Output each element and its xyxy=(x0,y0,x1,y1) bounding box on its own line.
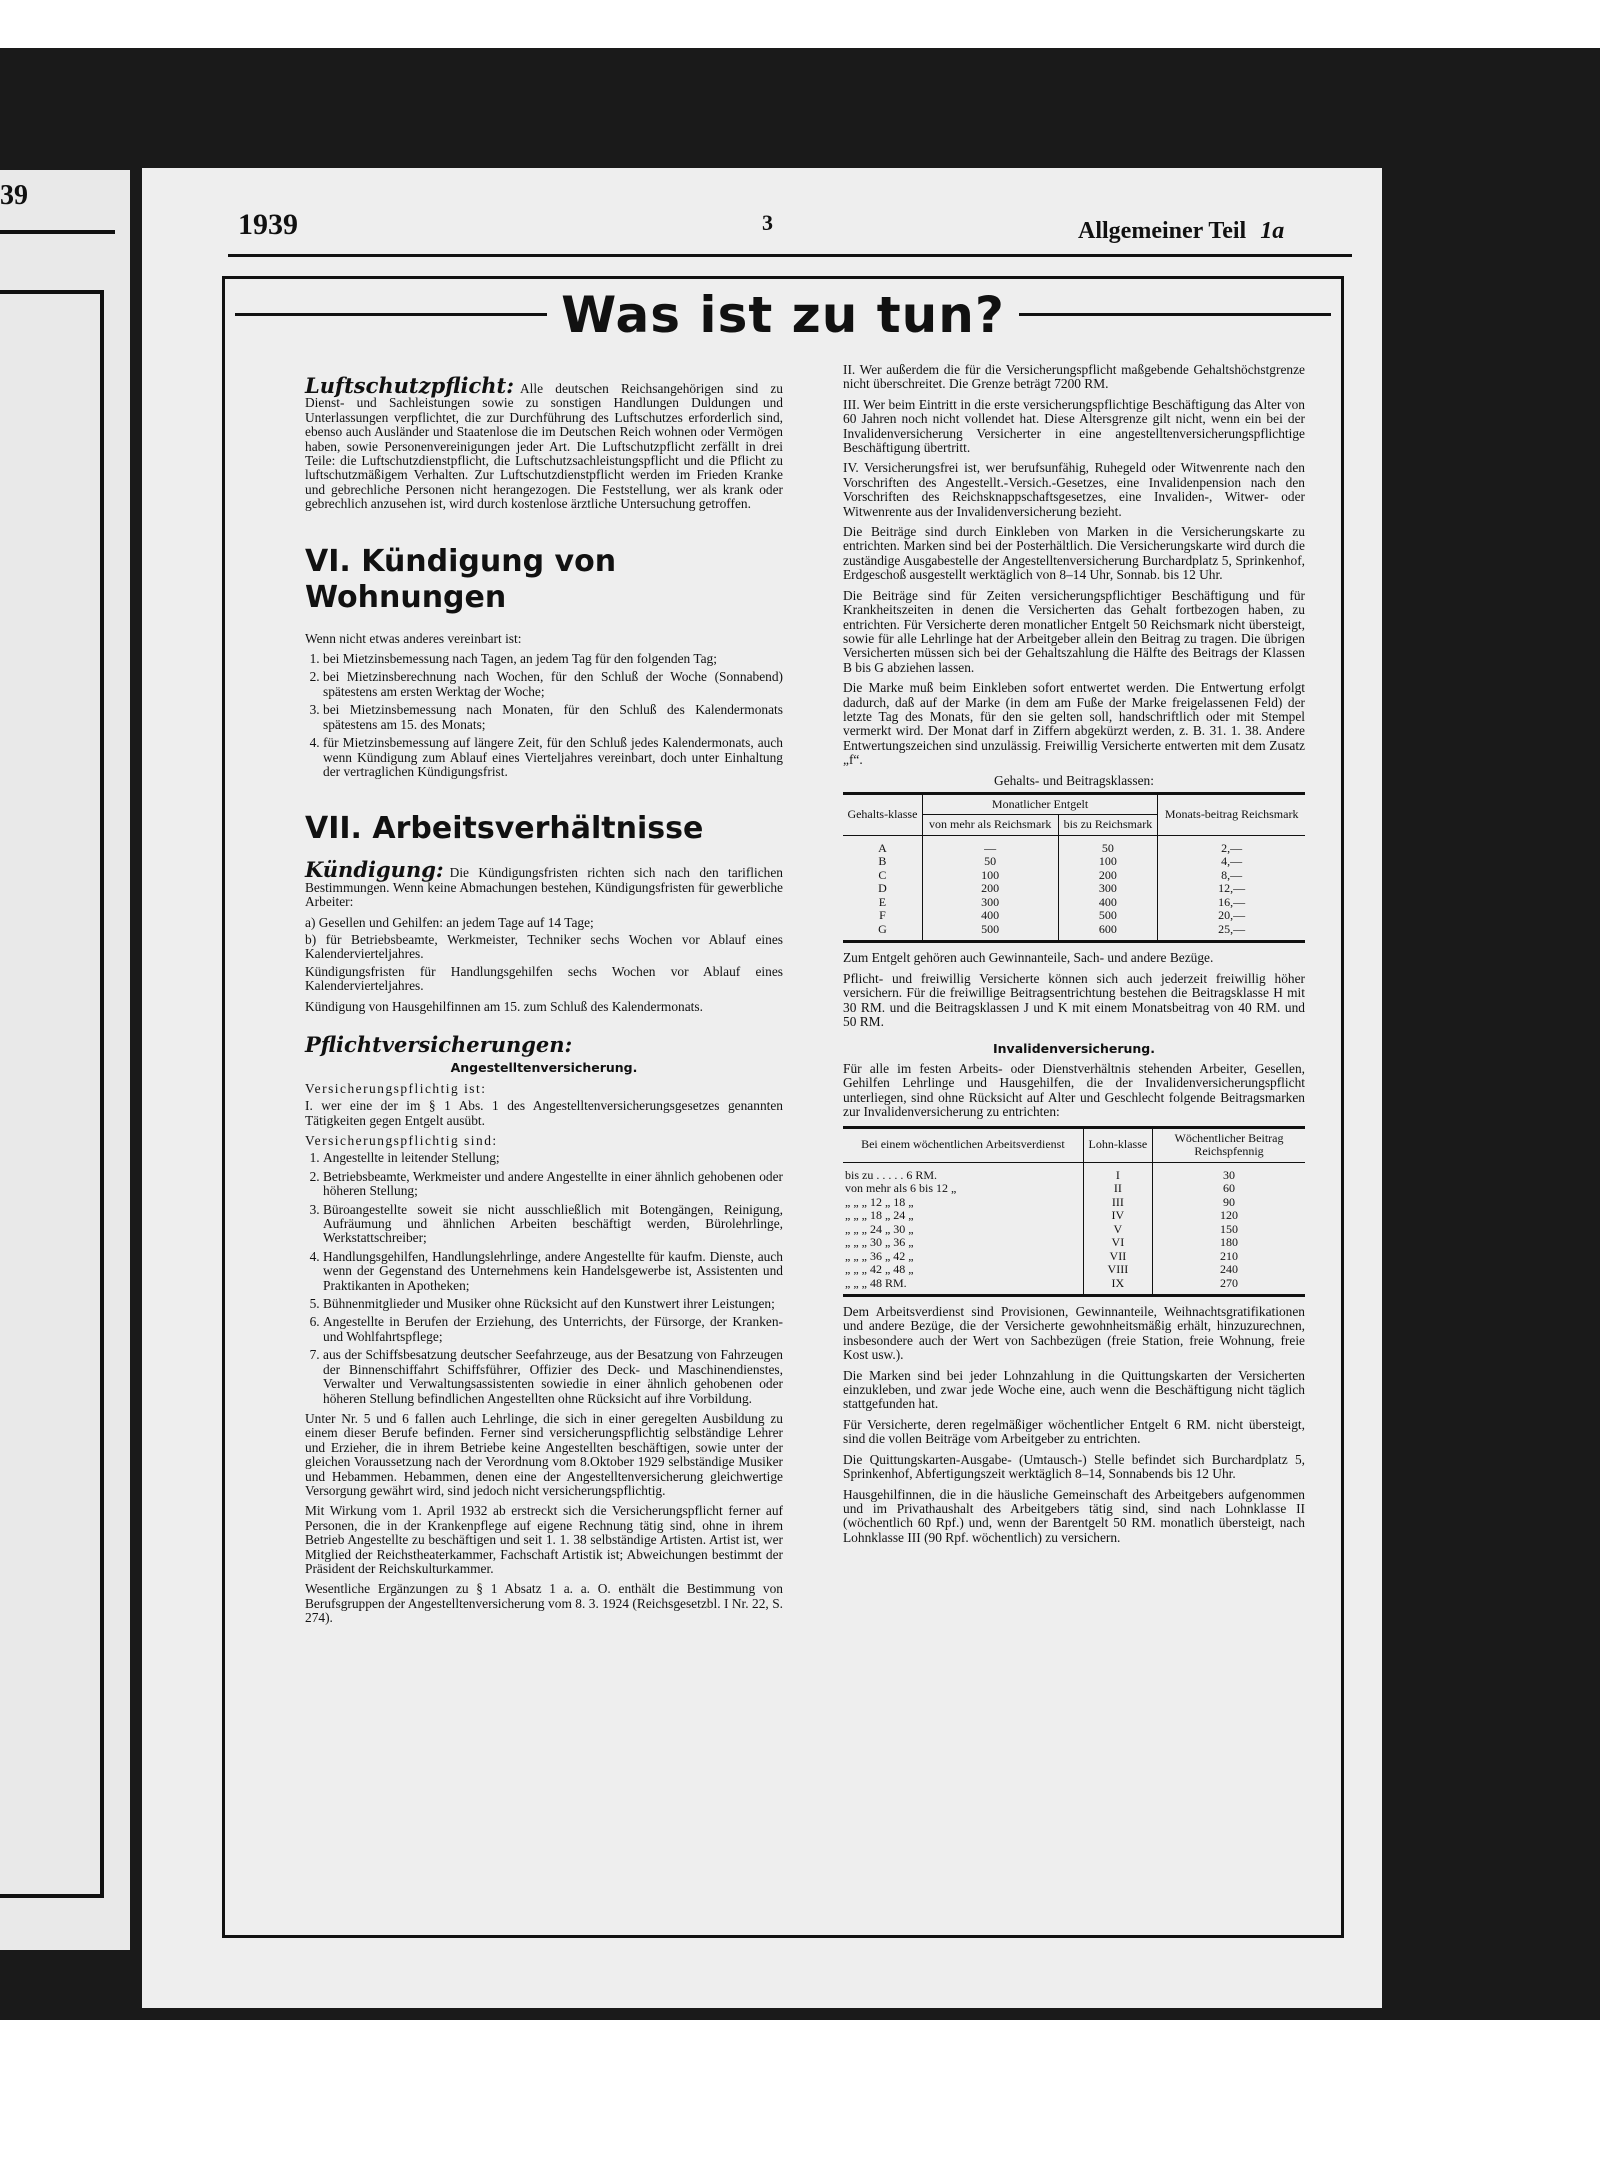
table-cell: bis zu . . . . . 6 RM. xyxy=(843,1162,1083,1182)
table-cell: „ „ „ 12 „ 18 „ xyxy=(843,1196,1083,1210)
kuendigung-item-a: a) Gesellen und Gehilfen: an jedem Tage auf 14 Tage; xyxy=(305,914,594,930)
table-cell: 2,— xyxy=(1158,835,1305,855)
header-section xyxy=(1078,218,1284,245)
luftschutz-text: Alle deutschen Reichsangehörigen sind zu Dienst- und Sachleistungen sowie zu sonstigen Handlungen Duldungen und Unterlassungen verpflichtet, die zur Durchführung des Luftschutzes erforderlich sind, ebenso auch Ausländer und Staatenlose die im Deutschen Reich wohnen oder Vermögen haben, sowie Personenvereinigungen jeder Art. Die Luftschutzpflicht zerfällt in drei Teile: die Luftschutzdienstpflicht, die Luftschutzsachleistungspflicht und die Pflicht zu luftschutzmäßigem Verhalten. Zur Luftschutzdienstpflicht werden im Frieden Kranke und gebrechliche Personen nicht herangezogen. Die Feststellung, wer als krank oder gebrechlich anzusehen ist, wird durch kostenlose ärztliche Untersuchung getroffen. xyxy=(305,381,783,512)
table-cell: 500 xyxy=(1058,909,1158,923)
list-item: 2. bei Mietzinsberechnung nach Wochen, für den Schluß der Woche (Sonnabend) spätestens am ersten Werktag der Woche; xyxy=(323,670,783,699)
table-cell: — xyxy=(922,835,1058,855)
list-item: 5. Bühnenmitglieder und Musiker ohne Rücksicht auf den Kunstwert ihrer Leistungen; xyxy=(323,1297,783,1311)
table-cell: „ „ „ 30 „ 36 „ xyxy=(843,1236,1083,1250)
luftschutz-paragraph xyxy=(305,373,783,512)
section-vii-heading: VII. Arbeitsverhältnisse xyxy=(305,811,704,847)
table-row xyxy=(843,1236,1305,1250)
table-cell: 12,— xyxy=(1158,882,1305,896)
table-header: Wöchentlicher Beitrag Reichspfennig xyxy=(1153,1127,1305,1162)
table-cell: „ „ „ 48 RM. xyxy=(843,1277,1083,1296)
table-cell: 600 xyxy=(1058,923,1158,942)
table-cell: 20,— xyxy=(1158,909,1305,923)
table-row xyxy=(843,1209,1305,1223)
list-item: 4. für Mietzinsbemessung auf längere Zeit, für den Schluß jedes Kalendermonats, auch wenn Kündigung zum Ablauf eines Vierteljahres vereinbart, doch unter Einhaltung der vertraglichen Kündigungsfrist. xyxy=(323,736,783,779)
list-item: 6. Angestellte in Berufen der Erziehung, des Unterrichts, der Fürsorge, der Kranken- und Wohlfahrtspflege; xyxy=(323,1315,783,1344)
lohnklassen-table xyxy=(843,1126,1305,1298)
invaliden-subheading: Invalidenversicherung. xyxy=(993,1040,1155,1056)
header-year: 1939 xyxy=(238,208,298,241)
entgelt-paragraph: Zum Entgelt gehören auch Gewinnanteile, Sach- und andere Bezüge. xyxy=(843,950,1214,966)
table-cell: 500 xyxy=(922,923,1058,942)
table-cell: A xyxy=(843,835,922,855)
point-iv-paragraph: IV. Versicherungsfrei ist, wer berufsunfähig, Ruhegeld oder Witwenrente nach den Vorschriften des Angestellt.-Versich.-Gesetzes, eine Invalidenpension nach den Vorschriften des Reichsknappschaftsgesetzes, eine Invaliden-, Witwer- oder Witwenrente aus der Invalidenversicherung bezieht. xyxy=(843,460,1305,519)
table-cell: 270 xyxy=(1153,1277,1305,1296)
table-row xyxy=(843,1162,1305,1182)
table-cell: 100 xyxy=(922,869,1058,883)
point-ii-paragraph: II. Wer außerdem die für die Versicherungspflicht maßgebende Gehaltshöchstgrenze nicht überschreitet. Die Grenze beträgt 7200 RM. xyxy=(843,362,1305,392)
table-header: Lohn-klasse xyxy=(1083,1127,1152,1162)
left-column xyxy=(305,373,783,1632)
arbeitsverdienst-paragraph: Dem Arbeitsverdienst sind Provisionen, Gewinnanteile, Weihnachtsgratifikationen und andere Bezüge, die der Versicherte gewohnheitsmäßig erhält, hinzuzurechnen, insbesondere auch der Wert von Sachbezügen (freie Station, freie Wohnung, freie Kost usw.). xyxy=(843,1304,1305,1363)
page-title-text: Was ist zu tun? xyxy=(547,285,1019,345)
table-cell: 180 xyxy=(1153,1236,1305,1250)
angestellten-subheading: Angestelltenversicherung. xyxy=(450,1060,638,1076)
invaliden-paragraph: Für alle im festen Arbeits- oder Dienstverhältnis stehenden Arbeiter, Gesellen, Gehilfen Lehrlinge und Hausgehilfen, die der Invalidenversicherungspflicht unterliegen, sind ohne Rücksicht auf Alter und Geschlecht folgende Beitragsmarken zur Invalidenversicherung zu entrichten: xyxy=(843,1060,1305,1120)
gehaltsklassen-table xyxy=(843,792,1305,944)
table-header: Gehalts-klasse xyxy=(843,793,922,835)
table-row xyxy=(843,1223,1305,1237)
marke-paragraph: Die Marke muß beim Einkleben sofort entwertet werden. Die Entwertung erfolgt dadurch, daß auf der Marke (in dem am Fuße der Marke freigelassenen Feld) der letzte Tag des Monats, für den sie gelten soll, handschriftlich oder mit Stempel vermerkt wird. Der Monat darf in Ziffern abgekürzt werden, z. B. 31. 1. 38. Andere Entwertungszeichen sind unzulässig. Freiwillig Versicherte entwerten mit dem Zusatz „f“. xyxy=(843,680,1305,768)
table-cell: 150 xyxy=(1153,1223,1305,1237)
header-section-tag: 1a xyxy=(1260,218,1285,244)
table-cell: „ „ „ 42 „ 48 „ xyxy=(843,1263,1083,1277)
table-cell: V xyxy=(1083,1223,1152,1237)
table-row xyxy=(843,896,1305,910)
table-header: bis zu Reichsmark xyxy=(1058,815,1158,836)
table-cell: III xyxy=(1083,1196,1152,1210)
table-cell: 30 xyxy=(1153,1162,1305,1182)
table-cell: 400 xyxy=(1058,896,1158,910)
beitraege-paragraph: Die Beiträge sind durch Einkleben von Marken in die Versicherungskarte zu entrichten. Marken sind bei der Posterhältlich. Die Versicherungskarte wird durch die zuständige Ausgabestelle der Angestelltenversicherung Burchardplatz 5, Sprinkenhof, Erdgeschoß ausgestellt werktäglich von 8–14 Uhr, Sonnab. bis 12 Uhr. xyxy=(843,524,1305,583)
table-cell: VIII xyxy=(1083,1263,1152,1277)
right-column xyxy=(843,363,1305,1551)
table-cell: E xyxy=(843,896,922,910)
quittungskarten-paragraph: Die Marken sind bei jeder Lohnzahlung in die Quittungskarten der Versicherten einzukleben, und zwar jede Woche eine, auch wenn die Beschäftigung nicht täglich stattgefunden hat. xyxy=(843,1367,1305,1412)
list-item: 7. aus der Schiffsbesatzung deutscher Seefahrzeuge, aus der Besatzung von Fahrzeugen der Binnenschiffahrt Schiffsführer, Offizier des Deck- und Maschinendienstes, Verwalter und Verwaltungsassistenten sowiedie in einer ähnlich gehobenen oder höheren Stellung befindlichen Angestellten ohne Rücksicht auf ihre Vorbildung. xyxy=(323,1348,783,1406)
list-item: 4. Handlungsgehilfen, Handlungslehrlinge, andere Angestellte für kaufm. Dienste, auch wenn der Gegenstand des Unternehmens kein Handelsgewerbe ist, Assistenten und Praktikanten in Apotheken; xyxy=(323,1250,783,1293)
table-row xyxy=(843,1277,1305,1296)
gehaltsklassen-caption: Gehalts- und Beitragsklassen: xyxy=(994,772,1154,788)
table-cell: G xyxy=(843,923,922,942)
table-cell: „ „ „ 18 „ 24 „ xyxy=(843,1209,1083,1223)
table-cell: 300 xyxy=(1058,882,1158,896)
lehrlinge-paragraph: Unter Nr. 5 und 6 fallen auch Lehrlinge, die sich in einer geregelten Ausbildung zu einem dieser Berufe befinden. Ferner sind versicherungspflichtig selbständige Lehrer und Erzieher, die in ihrem Betriebe keine Angestellten beschäftigen, sowie unter der gleichen Voraussetzung nach der Verordnung vom 8.Oktober 1929 selbständige Musiker und Hebammen. Hebammen, denen eine der Angestelltenversicherung gleichwertige Versorgung gewährt wird, sind jedoch nicht versicherungspflichtig. xyxy=(305,1410,783,1498)
header-rule xyxy=(228,254,1352,257)
table-cell: D xyxy=(843,882,922,896)
ergaenzungen-paragraph: Wesentliche Ergänzungen zu § 1 Absatz 1 a. a. O. enthält die Bestimmung von Berufsgruppen der Angestelltenversicherung vom 8. 3. 1924 (Reichsgesetzbl. I Nr. 22, S. 274). xyxy=(305,1581,783,1626)
table-row xyxy=(843,1263,1305,1277)
table-cell: 100 xyxy=(1058,855,1158,869)
table-row xyxy=(843,869,1305,883)
beitragszeiten-paragraph: Die Beiträge sind für Zeiten versicherungspflichtiger Beschäftigung und für Krankheitszeiten in denen die Versicherten das Gehalt fortbezogen haben, zu entrichten. Für Versicherte deren monatlicher Entgelt 50 Reichsmark nicht übersteigt, sowie für alle Lehrlinge hat der Arbeitgeber allein den Beitrag zu tragen. Die übrigen Versicherten müssen sich bei der Gehaltszahlung die Hälfte des Beitrags der Klassen B bis G abziehen lassen. xyxy=(843,587,1305,675)
previous-page-frame xyxy=(0,290,104,1898)
table-cell: 50 xyxy=(922,855,1058,869)
table-cell: „ „ „ 36 „ 42 „ xyxy=(843,1250,1083,1264)
table-cell: 400 xyxy=(922,909,1058,923)
header-page-number: 3 xyxy=(762,210,773,235)
table-cell: 25,— xyxy=(1158,923,1305,942)
table-header: Monatlicher Entgelt xyxy=(922,793,1157,815)
list-item: 1. Angestellte in leitender Stellung; xyxy=(323,1151,783,1165)
handlungsgehilfen-paragraph: Kündigungsfristen für Handlungsgehilfen sechs Wochen vor Ablauf eines Kalendervierteljahres. xyxy=(305,963,783,994)
table-row xyxy=(843,882,1305,896)
scan-bottom-strip xyxy=(142,2008,1600,2020)
table-cell: F xyxy=(843,909,922,923)
table-header: Bei einem wöchentlichen Arbeitsverdienst xyxy=(843,1127,1083,1162)
table-cell: „ „ „ 24 „ 30 „ xyxy=(843,1223,1083,1237)
previous-page-rule xyxy=(0,230,115,234)
hausgehilfinnen-invaliden-paragraph: Hausgehilfinnen, die in die häusliche Gemeinschaft des Arbeitgebers aufgenommen und im Privathaushalt des Arbeitgebers tätig sind, sind nach Lohnklasse II (wöchentlich 60 Rpf.) und, wenn der Barentgelt 50 RM. monatlich übersteigt, nach Lohnklasse III (90 Rpf. wöchentlich) zu versichern. xyxy=(843,1486,1305,1545)
table-cell: 4,— xyxy=(1158,855,1305,869)
list-item: 1. bei Mietzinsbemessung nach Tagen, an jedem Tag für den folgenden Tag; xyxy=(323,652,783,666)
table-cell: 240 xyxy=(1153,1263,1305,1277)
table-row xyxy=(843,923,1305,942)
geringverdiener-paragraph: Für Versicherte, deren regelmäßiger wöchentlicher Entgelt 6 RM. nicht übersteigt, sind die vollen Beiträge vom Arbeitgeber zu entrichten. xyxy=(843,1416,1305,1447)
page-title xyxy=(225,285,1341,345)
table-cell: 200 xyxy=(1058,869,1158,883)
point-i-paragraph: I. wer eine der im § 1 Abs. 1 des Angestelltenversicherungsgesetzes genannten Tätigkeiten gegen Entgelt ausübt. xyxy=(305,1098,783,1128)
list-item: 3. bei Mietzinsbemessung nach Monaten, für den Schluß des Kalendermonats spätestens am 15. des Monats; xyxy=(323,703,783,732)
hausgehilfinnen-paragraph: Kündigung von Hausgehilfinnen am 15. zum Schluß des Kalendermonats. xyxy=(305,998,703,1014)
section-vi-heading: VI. Kündigung von Wohnungen xyxy=(305,543,617,615)
table-row xyxy=(843,1196,1305,1210)
table-cell: 16,— xyxy=(1158,896,1305,910)
table-cell: VII xyxy=(1083,1250,1152,1264)
table-row xyxy=(843,835,1305,855)
versicherungspflichtig-sind: Versicherungspflichtig sind: xyxy=(305,1133,498,1148)
versicherungspflichtig-ist: Versicherungspflichtig ist: xyxy=(305,1080,487,1096)
point-iii-paragraph: III. Wer beim Eintritt in die erste versicherungspflichtige Beschäftigung das Alter von 60 Jahren noch nicht vollendet hat. Diese Altersgrenze gilt nicht, wenn ein bei der Invalidenversicherung Versicherter in eine angestelltenversicherungspflichtige Beschäftigung übertritt. xyxy=(843,396,1305,456)
table-cell: von mehr als 6 bis 12 „ xyxy=(843,1182,1083,1196)
document-page xyxy=(142,168,1382,2008)
table-row xyxy=(843,1182,1305,1196)
table-cell: 90 xyxy=(1153,1196,1305,1210)
table-cell: B xyxy=(843,855,922,869)
table-row xyxy=(843,909,1305,923)
kuendigung-text: Die Kündigungsfristen richten sich nach den tariflichen Bestimmungen. Wenn keine Abmachungen bestehen, Kündigungsfristen für gewerbliche Arbeiter: xyxy=(305,865,783,910)
table-cell: VI xyxy=(1083,1236,1152,1250)
table-row xyxy=(843,855,1305,869)
table-cell: 120 xyxy=(1153,1209,1305,1223)
luftschutz-heading: Luftschutzpflicht: xyxy=(305,373,514,398)
previous-page-edge xyxy=(0,170,130,1950)
pflicht-heading: Pflichtversicherungen: xyxy=(305,1031,573,1057)
kuendigung-paragraph xyxy=(305,857,783,910)
table-header: Monats-beitrag Reichsmark xyxy=(1158,793,1305,835)
ausgabestelle-paragraph: Die Quittungskarten-Ausgabe- (Umtausch-) Stelle befindet sich Burchardplatz 5, Sprinkenhof, Abfertigungszeit werktäglich 8–14, Sonnabends bis 12 Uhr. xyxy=(843,1451,1305,1482)
table-cell: 8,— xyxy=(1158,869,1305,883)
kuendigung-item-b: b) für Betriebsbeamte, Werkmeister, Techniker sechs Wochen vor Ablauf eines Kalendervierteljahres. xyxy=(305,931,783,962)
table-cell: II xyxy=(1083,1182,1152,1196)
table-header: von mehr als Reichsmark xyxy=(922,815,1058,836)
table-cell: 300 xyxy=(922,896,1058,910)
table-cell: I xyxy=(1083,1162,1152,1182)
list-item: 3. Büroangestellte soweit sie nicht ausschließlich mit Botengängen, Reinigung, Aufräumung und ähnlichen Arbeiten beschäftigt werden, Bürolehrlinge, Werkstattschreiber; xyxy=(323,1203,783,1246)
table-row xyxy=(843,1250,1305,1264)
table-cell: C xyxy=(843,869,922,883)
table-cell: IV xyxy=(1083,1209,1152,1223)
content-frame xyxy=(222,276,1344,1938)
pflicht-heading-line xyxy=(305,1031,783,1057)
kuendigung-heading: Kündigung: xyxy=(305,857,444,883)
table-cell: 50 xyxy=(1058,835,1158,855)
section-vi-list xyxy=(305,652,783,779)
previous-page-number: 39 xyxy=(0,180,28,211)
freiwillig-paragraph: Pflicht- und freiwillig Versicherte können sich auch jederzeit freiwillig höher versichern. Für die freiwillige Beitragsentrichtung bestehen die Beitragsklasse H mit 30 RM. und die Beitragsklassen J und K mit einem Monatsbeitrag von 40 RM. und 50 RM. xyxy=(843,970,1305,1030)
april-1932-paragraph: Mit Wirkung vom 1. April 1932 ab erstreckt sich die Versicherungspflicht ferner auf Personen, die in der Krankenpflege auf eigene Rechnung tätig sind, ohne in ihrem Betrieb Angestellte zu beschäftigen und seit 1. 1. 38 selbständige Artisten. Artist ist, wer Mitglied der Reichstheaterkammer, Fachschaft Artistik ist; Abweichungen bestimmt der Präsident der Reichskulturkammer. xyxy=(305,1503,783,1576)
table-cell: 200 xyxy=(922,882,1058,896)
section-vi-intro: Wenn nicht etwas anderes vereinbart ist: xyxy=(305,630,522,646)
table-cell: IX xyxy=(1083,1277,1152,1296)
angestellten-list xyxy=(305,1151,783,1406)
list-item: 2. Betriebsbeamte, Werkmeister und andere Angestellte in einer ähnlich gehobenen oder höheren Stellung; xyxy=(323,1170,783,1199)
table-cell: 60 xyxy=(1153,1182,1305,1196)
table-cell: 210 xyxy=(1153,1250,1305,1264)
header-section-title: Allgemeiner Teil xyxy=(1078,218,1247,244)
